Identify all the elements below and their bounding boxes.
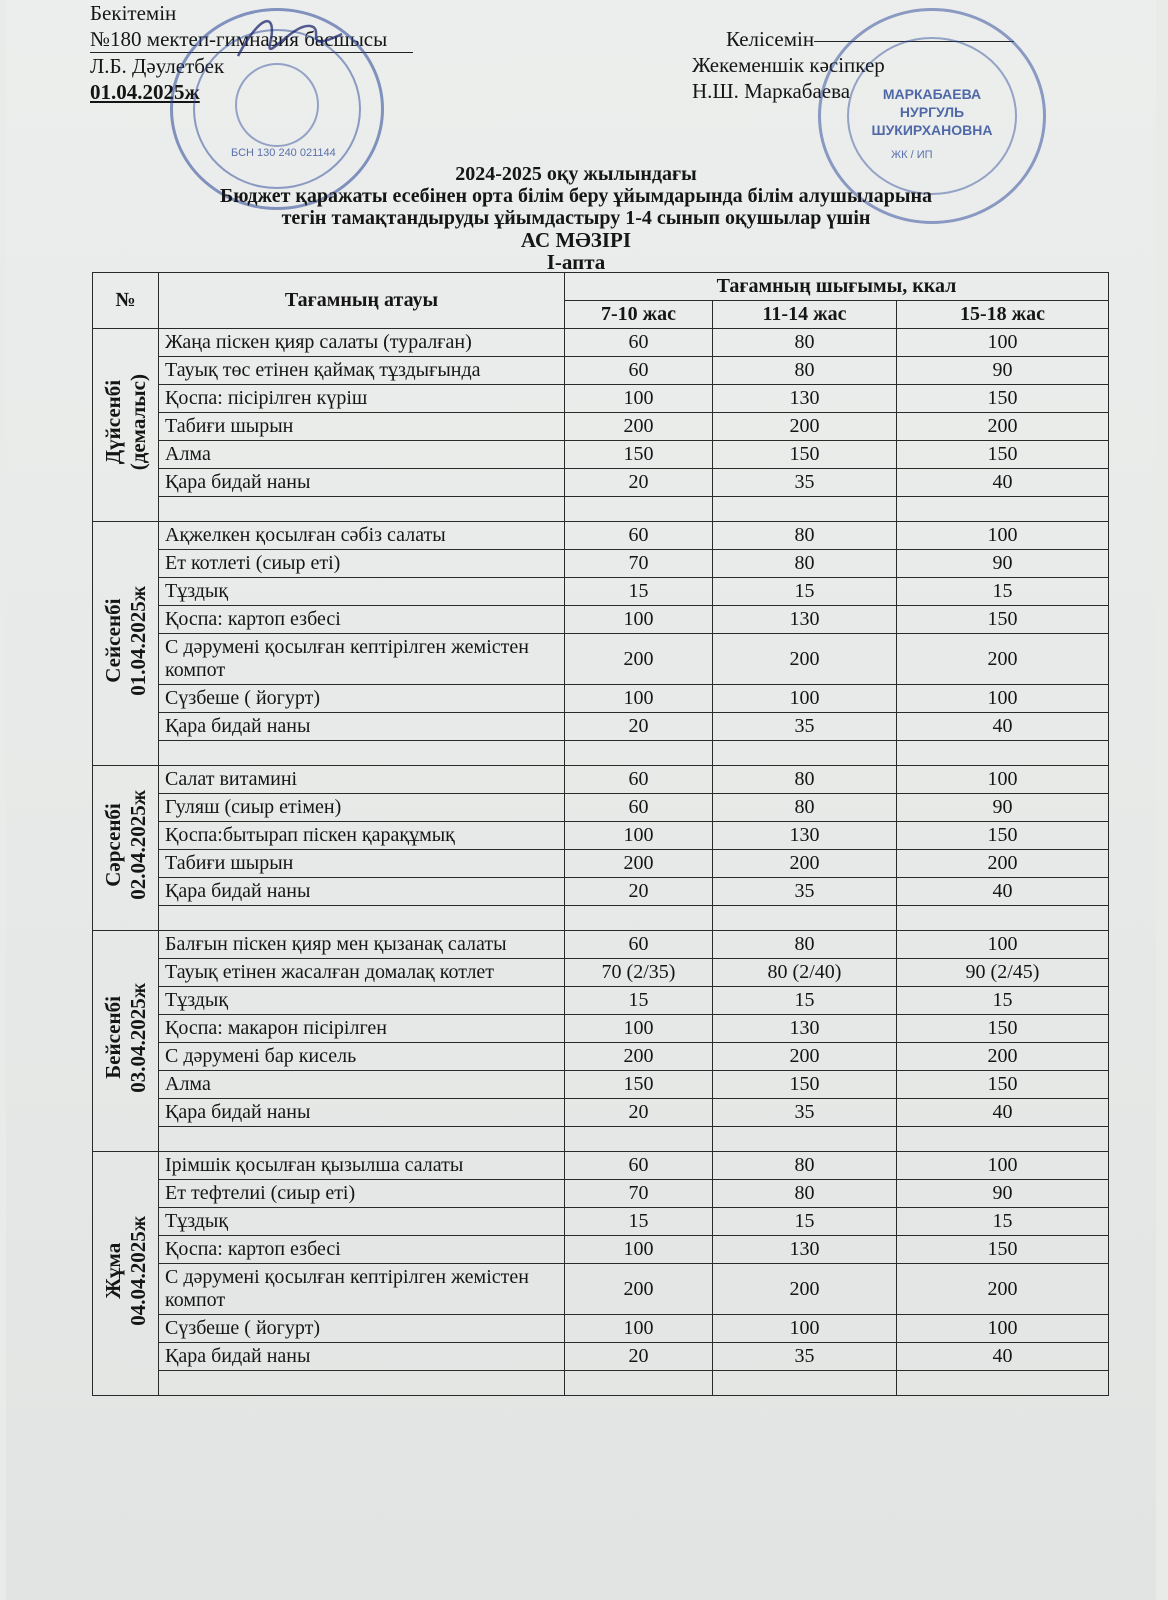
kcal-value: 40	[897, 713, 1109, 741]
table-row	[93, 1264, 1109, 1315]
document-header	[106, 163, 1046, 273]
kcal-value: 100	[565, 822, 713, 850]
kcal-value: 200	[565, 634, 713, 685]
table-row	[93, 606, 1109, 634]
dish-name: Қоспа: картоп езбесі	[159, 606, 565, 634]
table-row	[93, 550, 1109, 578]
dish-name: Алма	[159, 441, 565, 469]
empty-cell	[159, 741, 565, 766]
kcal-value: 200	[565, 850, 713, 878]
empty-cell	[897, 1371, 1109, 1396]
empty-cell	[159, 906, 565, 931]
agreement-heading: Келісемін	[726, 27, 815, 51]
kcal-value: 15	[713, 578, 897, 606]
empty-cell	[565, 497, 713, 522]
dish-name: Сүзбеше ( йогурт)	[159, 1315, 565, 1343]
kcal-value: 20	[565, 1099, 713, 1127]
kcal-value: 40	[897, 1099, 1109, 1127]
dish-name: Қоспа: картоп езбесі	[159, 1236, 565, 1264]
kcal-value: 150	[897, 441, 1109, 469]
dish-name: Гуляш (сиыр етімен)	[159, 794, 565, 822]
day-spacer-row	[93, 741, 1109, 766]
kcal-value: 60	[565, 522, 713, 550]
director-signature	[230, 4, 350, 74]
empty-cell	[713, 1371, 897, 1396]
kcal-value: 150	[897, 822, 1109, 850]
entrepreneur-stamp-sub: ЖК / ИП	[891, 149, 933, 161]
kcal-value: 80	[713, 329, 897, 357]
kcal-value: 80	[713, 794, 897, 822]
kcal-value: 80	[713, 931, 897, 959]
day-cell	[93, 329, 159, 522]
kcal-value: 130	[713, 1015, 897, 1043]
kcal-value: 60	[565, 1152, 713, 1180]
dish-name: Тұздық	[159, 578, 565, 606]
dish-name: Қара бидай наны	[159, 469, 565, 497]
kcal-value: 35	[713, 1099, 897, 1127]
kcal-value: 80	[713, 357, 897, 385]
kcal-value: 15	[565, 987, 713, 1015]
kcal-value: 70	[565, 550, 713, 578]
table-row	[93, 1152, 1109, 1180]
kcal-value: 100	[897, 1315, 1109, 1343]
dish-name: Қара бидай наны	[159, 1099, 565, 1127]
kcal-value: 100	[897, 931, 1109, 959]
entrepreneur-stamp-name: МАРКАБАЕВА НУРГУЛЬ ШУКИРХАНОВНА	[871, 86, 993, 138]
table-row	[93, 413, 1109, 441]
approval-name: Л.Б. Дәулетбек	[90, 54, 225, 78]
kcal-value: 100	[897, 766, 1109, 794]
empty-cell	[713, 1127, 897, 1152]
kcal-value: 150	[713, 441, 897, 469]
empty-cell	[897, 497, 1109, 522]
table-row	[93, 794, 1109, 822]
dish-name: С дәрумені қосылған кептірілген жемістен компот	[159, 1264, 565, 1315]
dish-name: Ірімшік қосылған қызылша салаты	[159, 1152, 565, 1180]
empty-cell	[713, 741, 897, 766]
header-output: Тағамның шығымы, ккал	[565, 273, 1109, 301]
empty-cell	[565, 741, 713, 766]
kcal-value: 100	[897, 329, 1109, 357]
kcal-value: 15	[713, 1208, 897, 1236]
dish-name: Ет котлеті (сиыр еті)	[159, 550, 565, 578]
kcal-value: 200	[713, 634, 897, 685]
kcal-value: 100	[713, 1315, 897, 1343]
kcal-value: 15	[897, 578, 1109, 606]
dish-name: Ет тефтелиі (сиыр еті)	[159, 1180, 565, 1208]
kcal-value: 150	[565, 1071, 713, 1099]
kcal-value: 20	[565, 1343, 713, 1371]
table-row	[93, 329, 1109, 357]
kcal-value: 200	[713, 413, 897, 441]
table-row	[93, 578, 1109, 606]
day-spacer-row	[93, 1371, 1109, 1396]
kcal-value: 200	[897, 634, 1109, 685]
header-line-3: тегін тамақтандыруды ұйымдастыру 1-4 сынып оқушылар үшін	[281, 207, 871, 229]
empty-cell	[565, 906, 713, 931]
kcal-value: 100	[713, 685, 897, 713]
dish-name: Қара бидай наны	[159, 878, 565, 906]
table-row	[93, 469, 1109, 497]
day-spacer-row	[93, 906, 1109, 931]
kcal-value: 35	[713, 1343, 897, 1371]
kcal-value: 20	[565, 878, 713, 906]
kcal-value: 90	[897, 550, 1109, 578]
kcal-value: 20	[565, 469, 713, 497]
approval-date: 01.04.2025ж	[90, 80, 200, 104]
table-row	[93, 1208, 1109, 1236]
kcal-value: 130	[713, 385, 897, 413]
dish-name: Қара бидай наны	[159, 713, 565, 741]
kcal-value: 200	[565, 413, 713, 441]
kcal-value: 150	[713, 1071, 897, 1099]
dish-name: Алма	[159, 1071, 565, 1099]
kcal-value: 60	[565, 766, 713, 794]
day-label: Дүйсенбі (демалыс)	[100, 373, 150, 471]
table-row	[93, 685, 1109, 713]
kcal-value: 15	[897, 987, 1109, 1015]
kcal-value: 100	[565, 1015, 713, 1043]
table-row	[93, 357, 1109, 385]
empty-cell	[565, 1127, 713, 1152]
table-row	[93, 1343, 1109, 1371]
kcal-value: 100	[897, 685, 1109, 713]
dish-name: Тауық етінен жасалған домалақ котлет	[159, 959, 565, 987]
kcal-value: 150	[897, 385, 1109, 413]
document-page	[6, 0, 1156, 1600]
header-line-2: Бюджет қаражаты есебінен орта білім беру ұйымдарында білім алушыларына	[219, 185, 933, 207]
menu-table	[92, 272, 1109, 1396]
table-row	[93, 878, 1109, 906]
table-row	[93, 766, 1109, 794]
dish-name: Тұздық	[159, 1208, 565, 1236]
kcal-value: 200	[897, 1043, 1109, 1071]
dish-name: С дәрумені қосылған кептірілген жемістен компот	[159, 634, 565, 685]
table-row	[93, 522, 1109, 550]
kcal-value: 15	[713, 987, 897, 1015]
kcal-value: 80	[713, 766, 897, 794]
kcal-value: 90 (2/45)	[897, 959, 1109, 987]
dish-name: С дәрумені бар кисель	[159, 1043, 565, 1071]
age-group-header: 7-10 жас	[565, 301, 713, 329]
table-row	[93, 987, 1109, 1015]
kcal-value: 130	[713, 822, 897, 850]
table-row	[93, 713, 1109, 741]
kcal-value: 70 (2/35)	[565, 959, 713, 987]
table-row	[93, 1015, 1109, 1043]
week-label: І-апта	[546, 250, 606, 274]
kcal-value: 80	[713, 1152, 897, 1180]
day-label: Сәрсенбі 02.04.2025ж	[100, 790, 150, 900]
empty-cell	[897, 741, 1109, 766]
empty-cell	[897, 906, 1109, 931]
age-group-header: 11-14 жас	[713, 301, 897, 329]
dish-name: Қоспа:бытырап піскен қарақұмық	[159, 822, 565, 850]
kcal-value: 200	[565, 1043, 713, 1071]
school-stamp-bin: БСН 130 240 021144	[231, 147, 336, 159]
kcal-value: 200	[713, 850, 897, 878]
dish-name: Қоспа: макарон пісірілген	[159, 1015, 565, 1043]
kcal-value: 100	[565, 1236, 713, 1264]
kcal-value: 80	[713, 522, 897, 550]
kcal-value: 100	[565, 685, 713, 713]
day-cell	[93, 522, 159, 766]
kcal-value: 150	[897, 606, 1109, 634]
approval-heading: Бекітемін	[90, 1, 177, 25]
day-spacer-row	[93, 1127, 1109, 1152]
kcal-value: 130	[713, 606, 897, 634]
table-row	[93, 1071, 1109, 1099]
kcal-value: 60	[565, 357, 713, 385]
empty-cell	[897, 1127, 1109, 1152]
table-row	[93, 1236, 1109, 1264]
kcal-value: 40	[897, 878, 1109, 906]
dish-name: Табиғи шырын	[159, 413, 565, 441]
table-row	[93, 385, 1109, 413]
agreement-block	[692, 26, 1014, 104]
empty-cell	[159, 497, 565, 522]
kcal-value: 60	[565, 329, 713, 357]
kcal-value: 200	[565, 1264, 713, 1315]
table-row	[93, 1315, 1109, 1343]
table-row	[93, 634, 1109, 685]
kcal-value: 60	[565, 931, 713, 959]
table-row	[93, 1043, 1109, 1071]
dish-name: Салат витамині	[159, 766, 565, 794]
kcal-value: 100	[565, 385, 713, 413]
kcal-value: 40	[897, 1343, 1109, 1371]
empty-cell	[159, 1127, 565, 1152]
kcal-value: 200	[897, 413, 1109, 441]
table-row	[93, 931, 1109, 959]
kcal-value: 20	[565, 713, 713, 741]
kcal-value: 15	[565, 578, 713, 606]
dish-name: Ақжелкен қосылған сәбіз салаты	[159, 522, 565, 550]
kcal-value: 150	[897, 1071, 1109, 1099]
table-row	[93, 959, 1109, 987]
dish-name: Табиғи шырын	[159, 850, 565, 878]
day-label: Жұма 04.04.2025ж	[100, 1215, 150, 1326]
kcal-value: 80 (2/40)	[713, 959, 897, 987]
kcal-value: 40	[897, 469, 1109, 497]
table-row	[93, 441, 1109, 469]
dish-name: Жаңа піскен қияр салаты (туралған)	[159, 329, 565, 357]
kcal-value: 130	[713, 1236, 897, 1264]
kcal-value: 200	[897, 1264, 1109, 1315]
kcal-value: 35	[713, 469, 897, 497]
dish-name: Балғын піскен қияр мен қызанақ салаты	[159, 931, 565, 959]
kcal-value: 15	[897, 1208, 1109, 1236]
kcal-value: 60	[565, 794, 713, 822]
kcal-value: 200	[897, 850, 1109, 878]
kcal-value: 150	[565, 441, 713, 469]
agreement-signature-line	[814, 41, 1014, 42]
kcal-value: 200	[713, 1264, 897, 1315]
dish-name: Тауық төс етінен қаймақ тұздығында	[159, 357, 565, 385]
dish-name: Сүзбеше ( йогурт)	[159, 685, 565, 713]
kcal-value: 150	[897, 1015, 1109, 1043]
kcal-value: 80	[713, 550, 897, 578]
agreement-name: Н.Ш. Маркабаева	[692, 79, 851, 103]
menu-title: АС МӘЗІРІ	[520, 228, 632, 252]
kcal-value: 100	[565, 1315, 713, 1343]
table-row	[93, 850, 1109, 878]
kcal-value: 70	[565, 1180, 713, 1208]
kcal-value: 90	[897, 1180, 1109, 1208]
day-spacer-row	[93, 497, 1109, 522]
day-label: Сейсенбі 01.04.2025ж	[100, 585, 150, 696]
empty-cell	[713, 906, 897, 931]
empty-cell	[565, 1371, 713, 1396]
kcal-value: 90	[897, 794, 1109, 822]
kcal-value: 100	[897, 1152, 1109, 1180]
table-row	[93, 1180, 1109, 1208]
dish-name: Тұздық	[159, 987, 565, 1015]
agreement-position: Жекеменшік кәсіпкер	[692, 53, 885, 77]
dish-name: Қоспа: пісірілген күріш	[159, 385, 565, 413]
header-no: №	[93, 273, 159, 329]
kcal-value: 15	[565, 1208, 713, 1236]
kcal-value: 100	[565, 606, 713, 634]
day-cell	[93, 931, 159, 1152]
kcal-value: 35	[713, 878, 897, 906]
day-cell	[93, 1152, 159, 1396]
header-dish-name: Тағамның атауы	[159, 273, 565, 329]
age-group-header: 15-18 жас	[897, 301, 1109, 329]
approval-position: №180 мектеп-гимназия басшысы	[90, 26, 413, 53]
dish-name: Қара бидай наны	[159, 1343, 565, 1371]
kcal-value: 35	[713, 713, 897, 741]
empty-cell	[159, 1371, 565, 1396]
table-row	[93, 1099, 1109, 1127]
day-label: Бейсенбі 03.04.2025ж	[100, 983, 150, 1093]
kcal-value: 100	[897, 522, 1109, 550]
table-row	[93, 822, 1109, 850]
day-cell	[93, 766, 159, 931]
kcal-value: 80	[713, 1180, 897, 1208]
empty-cell	[713, 497, 897, 522]
kcal-value: 150	[897, 1236, 1109, 1264]
kcal-value: 200	[713, 1043, 897, 1071]
header-year-line: 2024-2025 оқу жылындағы	[455, 163, 697, 185]
kcal-value: 90	[897, 357, 1109, 385]
